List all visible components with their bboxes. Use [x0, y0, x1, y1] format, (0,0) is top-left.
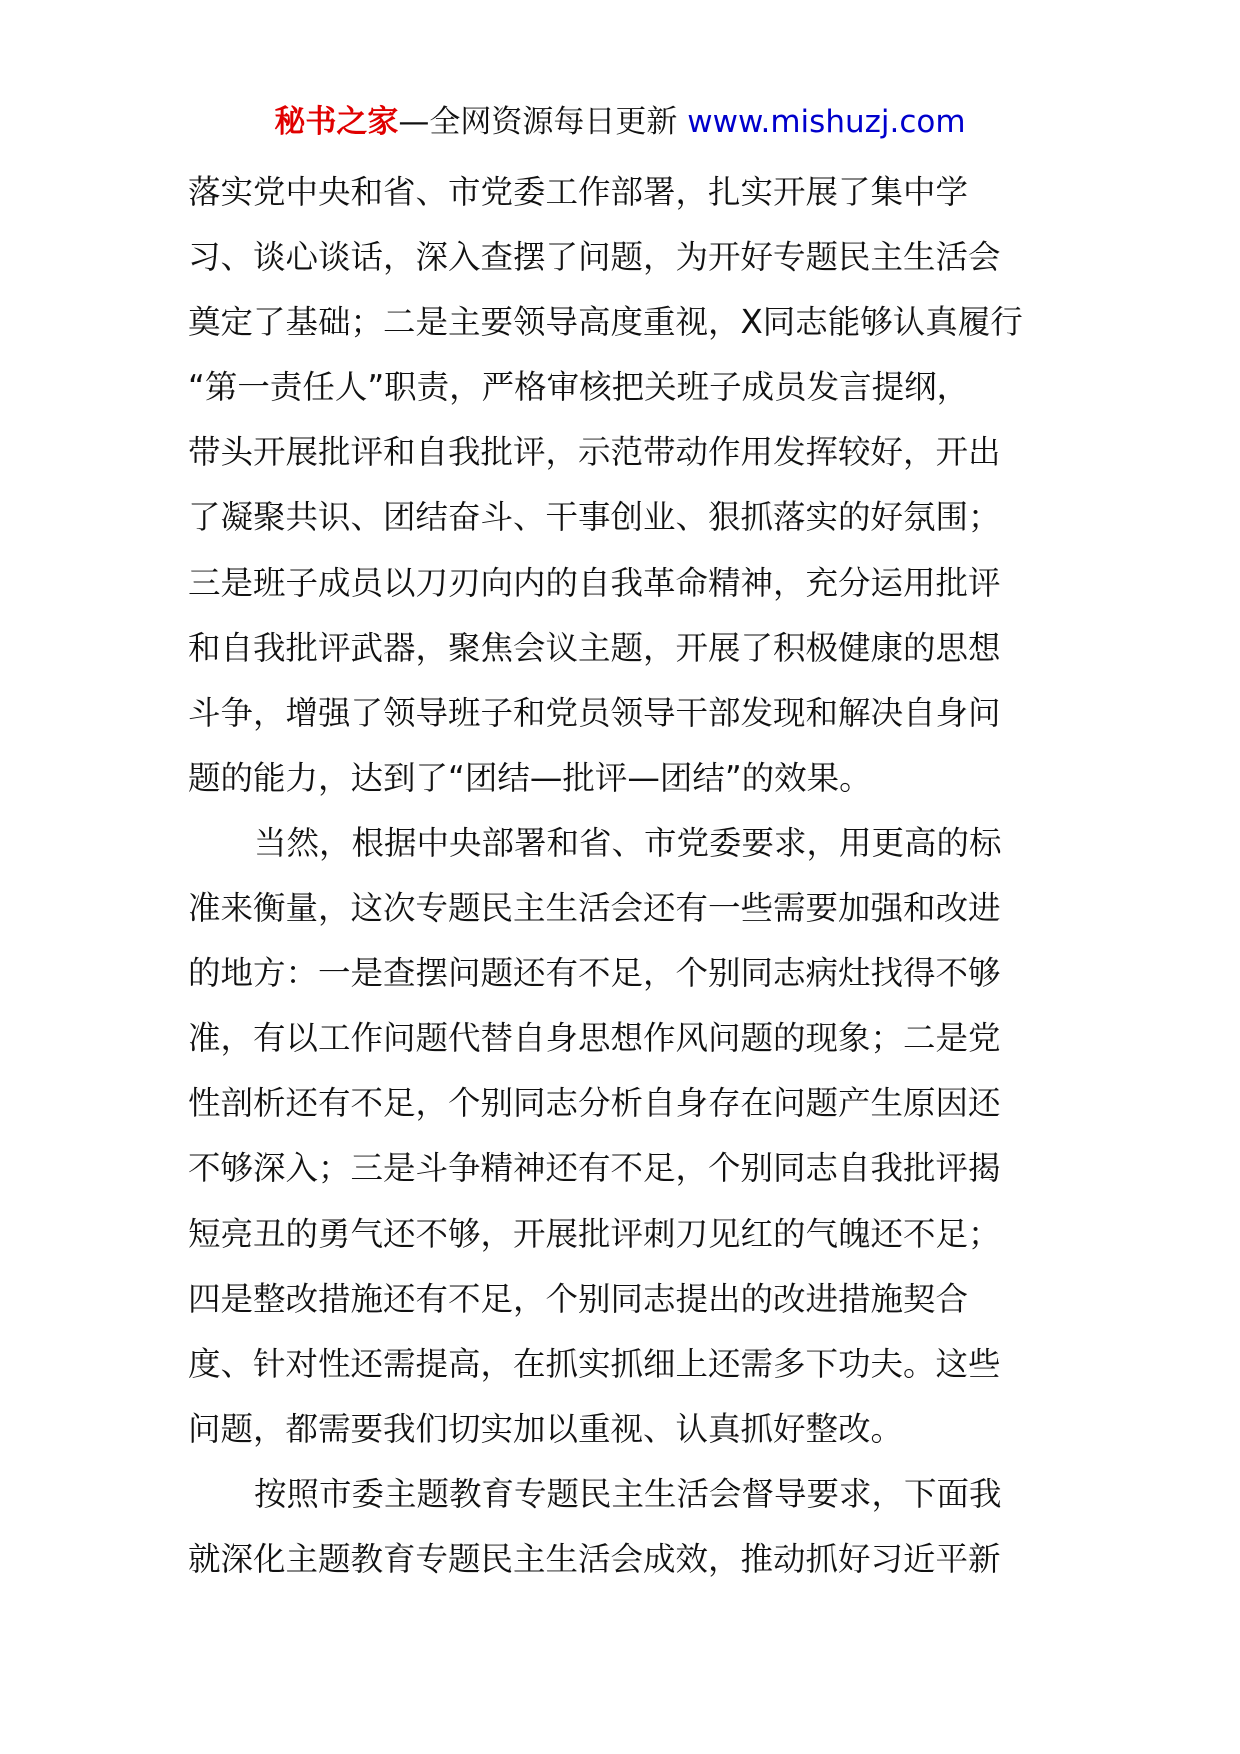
text-line: “第一责任人”职责，严格审核把关班子成员发言提纲，: [188, 368, 970, 407]
text-line: 不够深入；三是斗争精神还有不足，个别同志自我批评揭: [188, 1149, 1001, 1188]
text-line: 斗争，增强了领导班子和党员领导干部发现和解决自身问: [188, 693, 1001, 732]
text-line: 奠定了基础；二是主要领导高度重视，X同志能够认真履行: [188, 303, 1023, 342]
text-line: 四是整改措施还有不足，个别同志提出的改进措施契合: [188, 1279, 969, 1318]
header-tagline: —全网资源每日更新: [398, 104, 688, 140]
site-header: [0, 100, 1240, 144]
site-url-link[interactable]: www.mishuzj.com: [687, 104, 966, 140]
paragraph-first-line: 按照市委主题教育专题民主生活会督导要求，下面我: [254, 1474, 1002, 1513]
text-line: 三是班子成员以刀刃向内的自我革命精神，充分运用批评: [188, 563, 1001, 602]
text-line: 的地方：一是查摆问题还有不足，个别同志病灶找得不够: [188, 954, 1001, 993]
text-line: 准来衡量，这次专题民主生活会还有一些需要加强和改进: [188, 889, 1001, 928]
text-line: 题的能力，达到了“团结—批评—团结”的效果。: [188, 758, 872, 797]
brand-name: 秘书之家: [274, 104, 399, 140]
text-line: 带头开展批评和自我批评，示范带动作用发挥较好，开出: [188, 433, 1001, 472]
document-body: [188, 160, 1064, 1592]
text-line: 度、针对性还需提高，在抓实抓细上还需多下功夫。这些: [188, 1344, 1001, 1383]
text-line: 准，有以工作问题代替自身思想作风问题的现象；二是党: [188, 1019, 1001, 1058]
text-line: 性剖析还有不足，个别同志分析自身存在问题产生原因还: [188, 1084, 1001, 1123]
text-line: 落实党中央和省、市党委工作部署，扎实开展了集中学: [188, 173, 969, 211]
text-line: 了凝聚共识、团结奋斗、干事创业、狠抓落实的好氛围；: [188, 498, 1001, 537]
text-line: 和自我批评武器，聚焦会议主题，开展了积极健康的思想: [188, 628, 1001, 667]
paragraph-first-line: 当然，根据中央部署和省、市党委要求，用更高的标: [254, 823, 1002, 862]
text-line: 习、谈心谈话，深入查摆了问题，为开好专题民主生活会: [188, 238, 1001, 277]
text-line: 问题，都需要我们切实加以重视、认真抓好整改。: [188, 1409, 904, 1448]
text-line: 短亮丑的勇气还不够，开展批评刺刀见红的气魄还不足；: [188, 1214, 1001, 1253]
text-line: 就深化主题教育专题民主生活会成效，推动抓好习近平新: [188, 1539, 1001, 1578]
